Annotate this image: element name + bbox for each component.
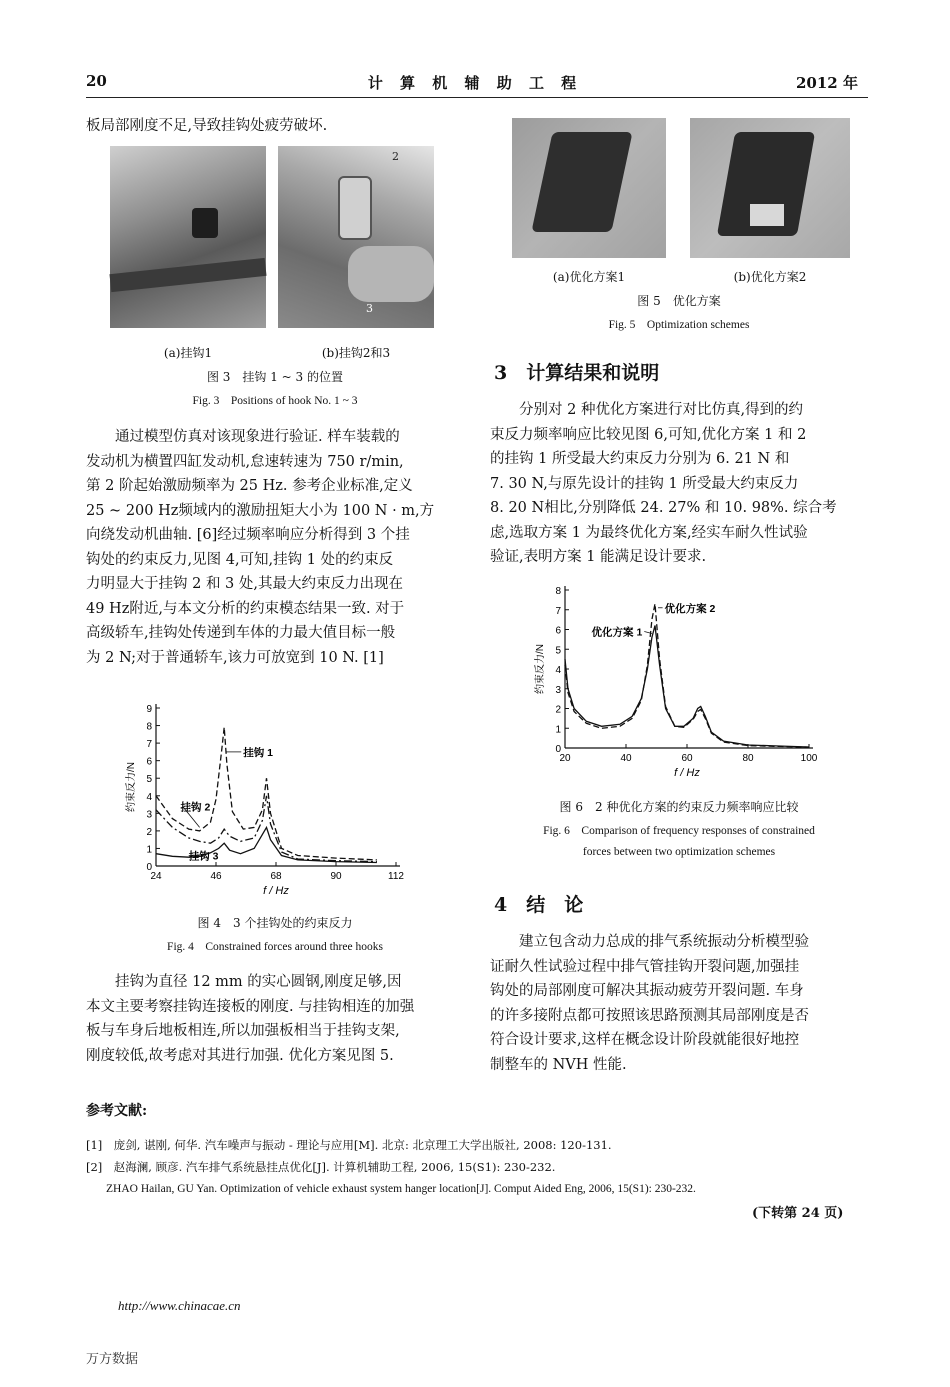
fig5a-label: (a)优化方案1	[552, 270, 626, 284]
para4-line: 制整车的 NVH 性能.	[490, 1056, 627, 1073]
para4-line: 的许多接附点都可按照该思路预测其局部刚度是否	[490, 1007, 809, 1024]
para4-line: 符合设计要求,这样在概念设计阶段就能很好地控	[490, 1032, 800, 1048]
x-tick-label: 20	[559, 753, 571, 764]
para1-line: 25 ~ 200 Hz频域内的激励扭矩大小为 100 N · m,方	[86, 502, 435, 519]
footer-url[interactable]: http://www.chinacae.cn	[118, 1298, 241, 1313]
paragraph-2	[86, 970, 464, 1068]
y-tick-label: 2	[146, 826, 152, 838]
para4-line: 建立包含动力总成的排气系统振动分析模型验	[519, 934, 809, 950]
paragraph-3	[490, 398, 868, 570]
fig5b-photo	[690, 118, 850, 258]
continued-note: (下转第 24 页)	[752, 1206, 844, 1221]
y-tick-label: 8	[555, 586, 561, 597]
para1-line: 力明显大于挂钩 2 和 3 处,其最大约束反力出现在	[86, 576, 403, 592]
para1-line: 高级轿车,挂钩处传递到车体的力最大值目标一般	[86, 625, 396, 641]
paragraph-4	[490, 930, 868, 1077]
para1-line: 通过模型仿真对该现象进行验证. 样车装载的	[115, 429, 400, 445]
para3-line: 8. 20 N相比,分别降低 24. 27% 和 10. 98%. 综合考	[490, 500, 837, 516]
para1-line: 发动机为横置四缸发动机,怠速转速为 750 r/min,	[86, 453, 404, 470]
para4-line: 证耐久性试验过程中排气管挂钩开裂问题,加强挂	[490, 958, 800, 975]
bracket-scheme1	[531, 132, 632, 232]
para3-line: 分别对 2 种优化方案进行对比仿真,得到的约	[519, 402, 804, 418]
y-tick-label: 6	[555, 625, 561, 637]
x-tick-label: 60	[681, 753, 693, 764]
x-tick-label: 100	[800, 753, 818, 764]
x-axis-label: f / Hz	[263, 885, 289, 897]
series-label: 优化方案 2	[664, 602, 716, 615]
x-tick-label: 24	[150, 871, 162, 882]
para2-line: 板与车身后地板相连,所以加强板相当于挂钩支架,	[86, 1023, 400, 1039]
y-tick-label: 6	[146, 756, 152, 768]
fig3a-label: (a)挂钩1	[163, 346, 213, 360]
para3-line: 束反力频率响应比较见图 6,可知,优化方案 1 和 2	[490, 426, 807, 443]
para1-line: 第 2 阶起始激励频率为 25 Hz. 参考企业标准,定义	[86, 478, 413, 494]
series-label: 挂钩 3	[188, 850, 219, 863]
para4-line: 钩处的局部刚度可解决其振动疲劳开裂问题. 车身	[490, 983, 804, 999]
para1-line: 向绕发动机曲轴. [6]经过频率响应分析得到 3 个挂	[86, 527, 410, 543]
para3-line: 的挂钩 1 所受最大约束反力分别为 6. 21 N 和	[490, 451, 790, 467]
series-label: 挂钩 1	[243, 746, 274, 759]
para2-line: 刚度较低,故考虑对其进行加强. 优化方案见图 5.	[86, 1047, 394, 1064]
header-rule	[86, 97, 868, 98]
section-4-title: 4 结 论	[494, 894, 584, 916]
y-tick-label: 8	[146, 721, 152, 733]
references-title: 参考文献:	[86, 1103, 148, 1119]
para3-line: 虑,选取方案 1 为最终优化方案,经实车耐久性试验	[490, 524, 808, 541]
intro-line: 板局部刚度不足,导致挂钩处疲劳破坏.	[86, 118, 328, 134]
fig3-caption-en: Fig. 3 Positions of hook No. 1 ~ 3	[192, 395, 358, 407]
para2-line: 本文主要考察挂钩连接板的刚度. 与挂钩相连的加强	[86, 998, 415, 1015]
x-tick-label: 46	[210, 871, 222, 882]
x-axis-label: f / Hz	[674, 767, 700, 779]
series-line-1	[565, 626, 809, 748]
y-axis-label: 约束反力/N	[126, 762, 137, 812]
y-tick-label: 1	[146, 844, 152, 856]
muffler-shape	[348, 246, 434, 302]
reference-2: [2] 赵海澜, 顾彦. 汽车排气系统悬挂点优化[J]. 计算机辅助工程, 2006, 15(S1): 230-232.	[86, 1160, 556, 1174]
page-number: 20	[86, 72, 107, 90]
hook1-rubber-isolator	[192, 208, 218, 238]
para1-line: 为 2 N;对于普通轿车,该力可放宽到 10 N. [1]	[86, 649, 384, 666]
fig5-caption-en: Fig. 5 Optimization schemes	[608, 319, 750, 331]
y-tick-label: 5	[555, 645, 561, 657]
fig6-chart	[525, 582, 825, 792]
x-tick-label: 40	[620, 753, 632, 764]
fig6-caption-cn: 图 6 2 种优化方案的约束反力频率响应比较	[559, 800, 799, 814]
series-label: 挂钩 2	[180, 801, 211, 814]
y-tick-label: 4	[555, 665, 561, 676]
fig3a-photo	[110, 146, 266, 328]
y-tick-label: 4	[146, 791, 152, 803]
x-tick-label: 80	[742, 753, 754, 764]
y-tick-label: 3	[555, 684, 561, 696]
y-tick-label: 1	[555, 724, 561, 736]
fig6-caption-en-1: Fig. 6 Comparison of frequency responses of constrained	[543, 825, 815, 837]
para3-line: 7. 30 N,与原先设计的挂钩 1 所受最大约束反力	[490, 475, 799, 492]
x-tick-label: 112	[388, 871, 404, 882]
y-tick-label: 7	[146, 739, 152, 751]
fig3b-photo	[278, 146, 434, 328]
fig5b-label: (b)优化方案2	[733, 270, 807, 284]
fig6-caption-en-2: forces between two optimization schemes	[582, 846, 776, 858]
reference-1: [1] 庞剑, 谌刚, 何华. 汽车噪声与振动 - 理论与应用[M]. 北京: 北京理工大学出版社, 2008: 120-131.	[86, 1138, 612, 1152]
fig4-caption-cn: 图 4 3 个挂钩处的约束反力	[197, 916, 353, 930]
para1-line: 钩处的约束反力,见图 4,可知,挂钩 1 处的约束反	[86, 551, 394, 568]
y-tick-label: 0	[146, 862, 152, 873]
y-tick-label: 0	[555, 744, 561, 755]
fig3b-label: (b)挂钩2和3	[321, 346, 391, 360]
hook2-bracket	[338, 176, 372, 240]
y-tick-label: 3	[146, 809, 152, 821]
para3-line: 验证,表明方案 1 能满足设计要求.	[490, 549, 707, 565]
fig5a-photo	[512, 118, 666, 258]
marker-2: 2	[392, 150, 399, 163]
fig4-caption-en: Fig. 4 Constrained forces around three hooks	[167, 941, 383, 953]
y-tick-label: 2	[555, 704, 561, 716]
section-3-title: 3 计算结果和说明	[494, 362, 660, 384]
fig3-caption-cn: 图 3 挂钩 1 ~ 3 的位置	[206, 370, 344, 384]
fig4-chart	[120, 700, 420, 910]
y-tick-label: 7	[555, 605, 561, 617]
para1-line: 49 Hz附近,与本文分析的约束模态结果一致. 对于	[86, 600, 405, 617]
x-tick-label: 68	[270, 871, 282, 882]
year: 2012 年	[796, 74, 858, 92]
y-axis-label: 约束反力/N	[535, 644, 546, 694]
fig5-caption-cn: 图 5 优化方案	[637, 294, 721, 308]
y-tick-label: 9	[146, 704, 152, 715]
y-tick-label: 5	[146, 774, 152, 786]
reinforcement-plate	[750, 204, 784, 226]
series-label: 优化方案 1	[591, 626, 643, 639]
reference-2-en: ZHAO Hailan, GU Yan. Optimization of vehicle exhaust system hanger location[J]. Comput Aided Eng, 2006, 15(S1): 230-232.	[106, 1183, 696, 1195]
marker-3: 3	[366, 302, 373, 315]
para2-line: 挂钩为直径 12 mm 的实心圆钢,刚度足够,因	[115, 974, 402, 990]
x-tick-label: 90	[330, 871, 342, 882]
journal-title: 计 算 机 辅 助 工 程	[367, 74, 583, 92]
paragraph-1	[86, 425, 464, 670]
watermark: 万方数据	[86, 1352, 139, 1367]
exhaust-pipe-shape	[109, 258, 266, 292]
